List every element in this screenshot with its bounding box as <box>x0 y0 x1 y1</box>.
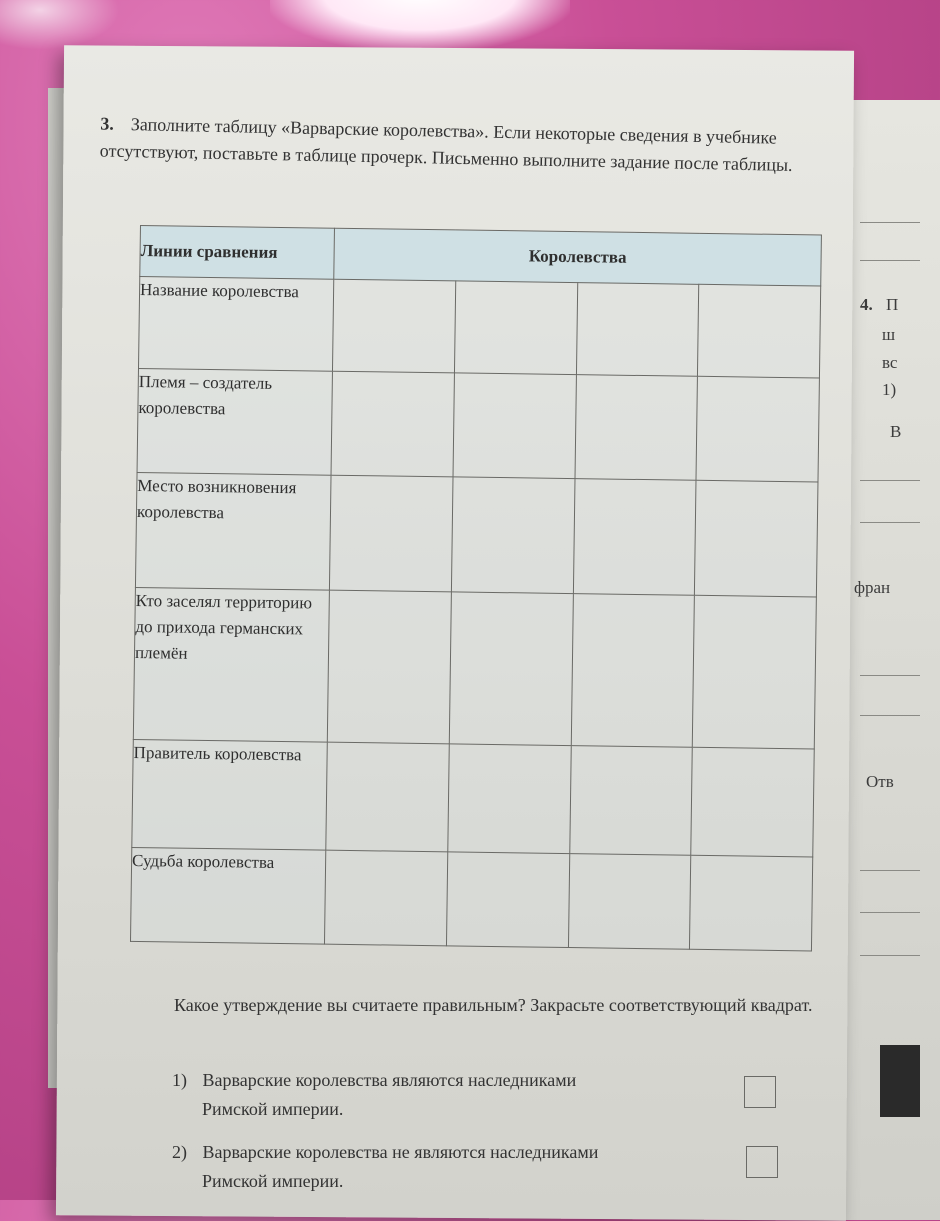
header-comparison-lines: Линии сравнения <box>140 226 335 280</box>
answer-line <box>860 222 920 223</box>
table-cell[interactable] <box>573 479 696 596</box>
answer-line <box>860 522 920 523</box>
table-cell[interactable] <box>451 477 574 594</box>
option-number: 1) <box>172 1070 187 1090</box>
right-fragment: В <box>890 422 902 441</box>
answer-line <box>860 260 920 261</box>
light-glare-small <box>0 0 120 50</box>
table-cell[interactable] <box>449 592 573 746</box>
table-cell[interactable] <box>446 852 569 948</box>
option-number: 2) <box>172 1142 187 1162</box>
table-cell[interactable] <box>698 284 821 378</box>
answer-line <box>860 912 920 913</box>
table-cell[interactable] <box>692 595 816 749</box>
answer-line <box>860 715 920 716</box>
table-cell[interactable] <box>696 376 819 482</box>
row-label: Место возникновения королевства <box>135 472 331 590</box>
header-kingdoms: Королевства <box>334 228 822 286</box>
option-2 <box>172 1138 732 1196</box>
table-row <box>130 847 812 950</box>
table-cell[interactable] <box>695 480 818 597</box>
table-cell[interactable] <box>575 375 698 481</box>
light-glare <box>270 0 570 50</box>
table-cell[interactable] <box>326 742 449 852</box>
answer-line <box>860 870 920 871</box>
question-text: Какое утверждение вы считаете правильным? Закрасьте соответствующий квадрат. <box>174 995 813 1015</box>
table-header-row <box>140 226 822 287</box>
right-fragment: 1) <box>882 380 897 399</box>
answer-line <box>860 955 920 956</box>
table-cell[interactable] <box>448 744 571 854</box>
table-cell[interactable] <box>453 373 576 479</box>
right-fragment: фран <box>854 578 891 597</box>
answer-line <box>860 480 920 481</box>
option-2-checkbox[interactable] <box>746 1146 778 1178</box>
row-label: Правитель королевства <box>132 739 328 850</box>
right-fragment: Отв <box>866 772 894 791</box>
option-text-line2: Римской империи. <box>202 1099 344 1119</box>
table-cell[interactable] <box>454 281 577 375</box>
table-cell[interactable] <box>691 747 814 857</box>
table-cell[interactable] <box>576 283 699 377</box>
table-cell[interactable] <box>571 594 695 748</box>
table-row <box>135 472 818 596</box>
table-cell[interactable] <box>325 850 448 946</box>
table-row <box>137 368 819 481</box>
option-1-checkbox[interactable] <box>744 1076 776 1108</box>
row-label: Судьба королевства <box>130 847 325 944</box>
row-label: Кто заселял территорию до прихода германских племён <box>133 587 329 742</box>
right-fragment: вс <box>882 353 898 372</box>
table-cell[interactable] <box>327 590 451 744</box>
table-row <box>132 739 814 856</box>
table-cell[interactable] <box>569 746 692 856</box>
table-cell[interactable] <box>690 855 813 951</box>
table-cell[interactable] <box>568 854 691 950</box>
option-text-line2: Римской империи. <box>202 1171 344 1191</box>
right-fragment: ш <box>882 325 896 344</box>
kingdoms-table <box>130 225 822 951</box>
task-number: 3. <box>100 113 115 134</box>
row-label: Племя – создатель королевства <box>137 368 333 475</box>
row-label: Название королевства <box>138 277 333 372</box>
answer-line <box>860 675 920 676</box>
option-text-line1: Варварские королевства являются наследниками <box>202 1070 577 1090</box>
task-text: Заполните таблицу «Варварские королевства». Если некоторые сведения в учебнике отсутствуют, поставьте в таблице прочерк. Письменно выполните задание после таблицы. <box>99 114 793 175</box>
right-task-number: 4. <box>860 295 873 314</box>
option-text-line1: Варварские королевства не являются наследниками <box>202 1142 599 1162</box>
table-cell[interactable] <box>330 475 453 592</box>
table-cell[interactable] <box>333 279 456 373</box>
table-row <box>133 587 816 748</box>
option-1 <box>172 1066 732 1124</box>
right-fragment: П <box>886 295 899 314</box>
dark-badge <box>880 1045 920 1117</box>
table-row <box>138 277 820 378</box>
table-cell[interactable] <box>331 371 454 477</box>
